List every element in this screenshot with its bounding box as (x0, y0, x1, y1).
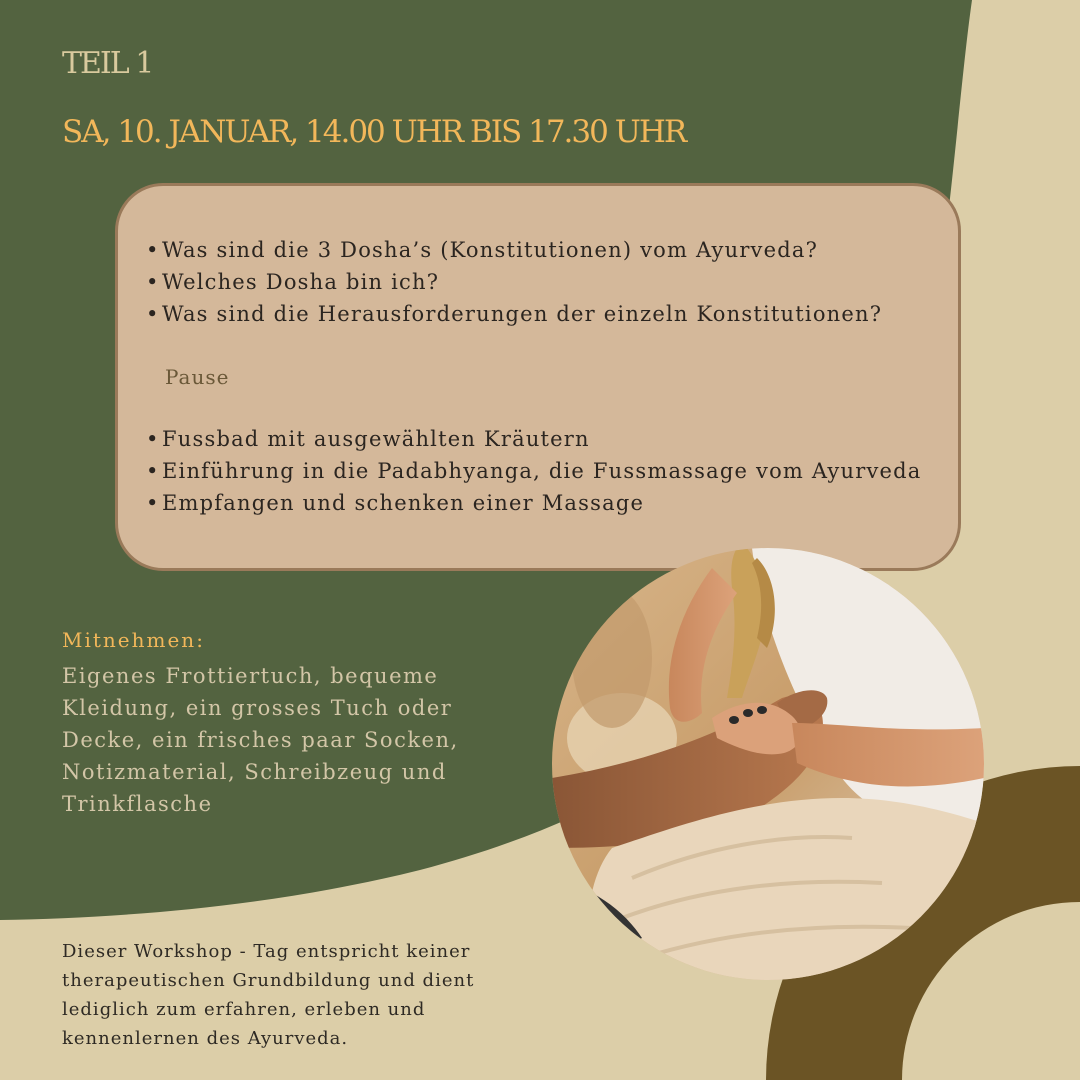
date-time-heading: SA, 10. JANUAR, 14.00 UHR BIS 17.30 UHR (62, 114, 686, 150)
bring-list-text: Eigenes Frottiertuch, bequeme Kleidung, ein grosses Tuch oder Decke, ein frisches paar Socken, Notizmaterial, Schreibzeug und Trinkflasche (62, 664, 459, 816)
list-item: • Was sind die Herausforderungen der einzeln Konstitutionen? (146, 298, 958, 330)
disclaimer-text: Dieser Workshop - Tag entspricht keiner therapeutischen Grundbildung und dient lediglich zum erfahren, erleben und kennenlernen des Ayurveda. (62, 941, 475, 1049)
list-item: • Empfangen und schenken einer Massage (146, 487, 958, 519)
program-list-first (146, 234, 958, 330)
list-item: • Was sind die 3 Dosha’s (Konstitutionen) vom Ayurveda? (146, 234, 958, 266)
list-item: • Fussbad mit ausgewählten Kräutern (146, 423, 958, 455)
pause-label: Pause (165, 365, 230, 389)
part-title: TEIL 1 (62, 46, 153, 81)
list-item: • Einführung in die Padabhyanga, die Fussmassage vom Ayurveda (146, 455, 958, 487)
program-list-second (146, 423, 958, 519)
foot-massage-photo (552, 548, 984, 980)
program-card (115, 183, 961, 571)
list-item: • Welches Dosha bin ich? (146, 266, 958, 298)
bring-heading: Mitnehmen: (62, 628, 205, 652)
